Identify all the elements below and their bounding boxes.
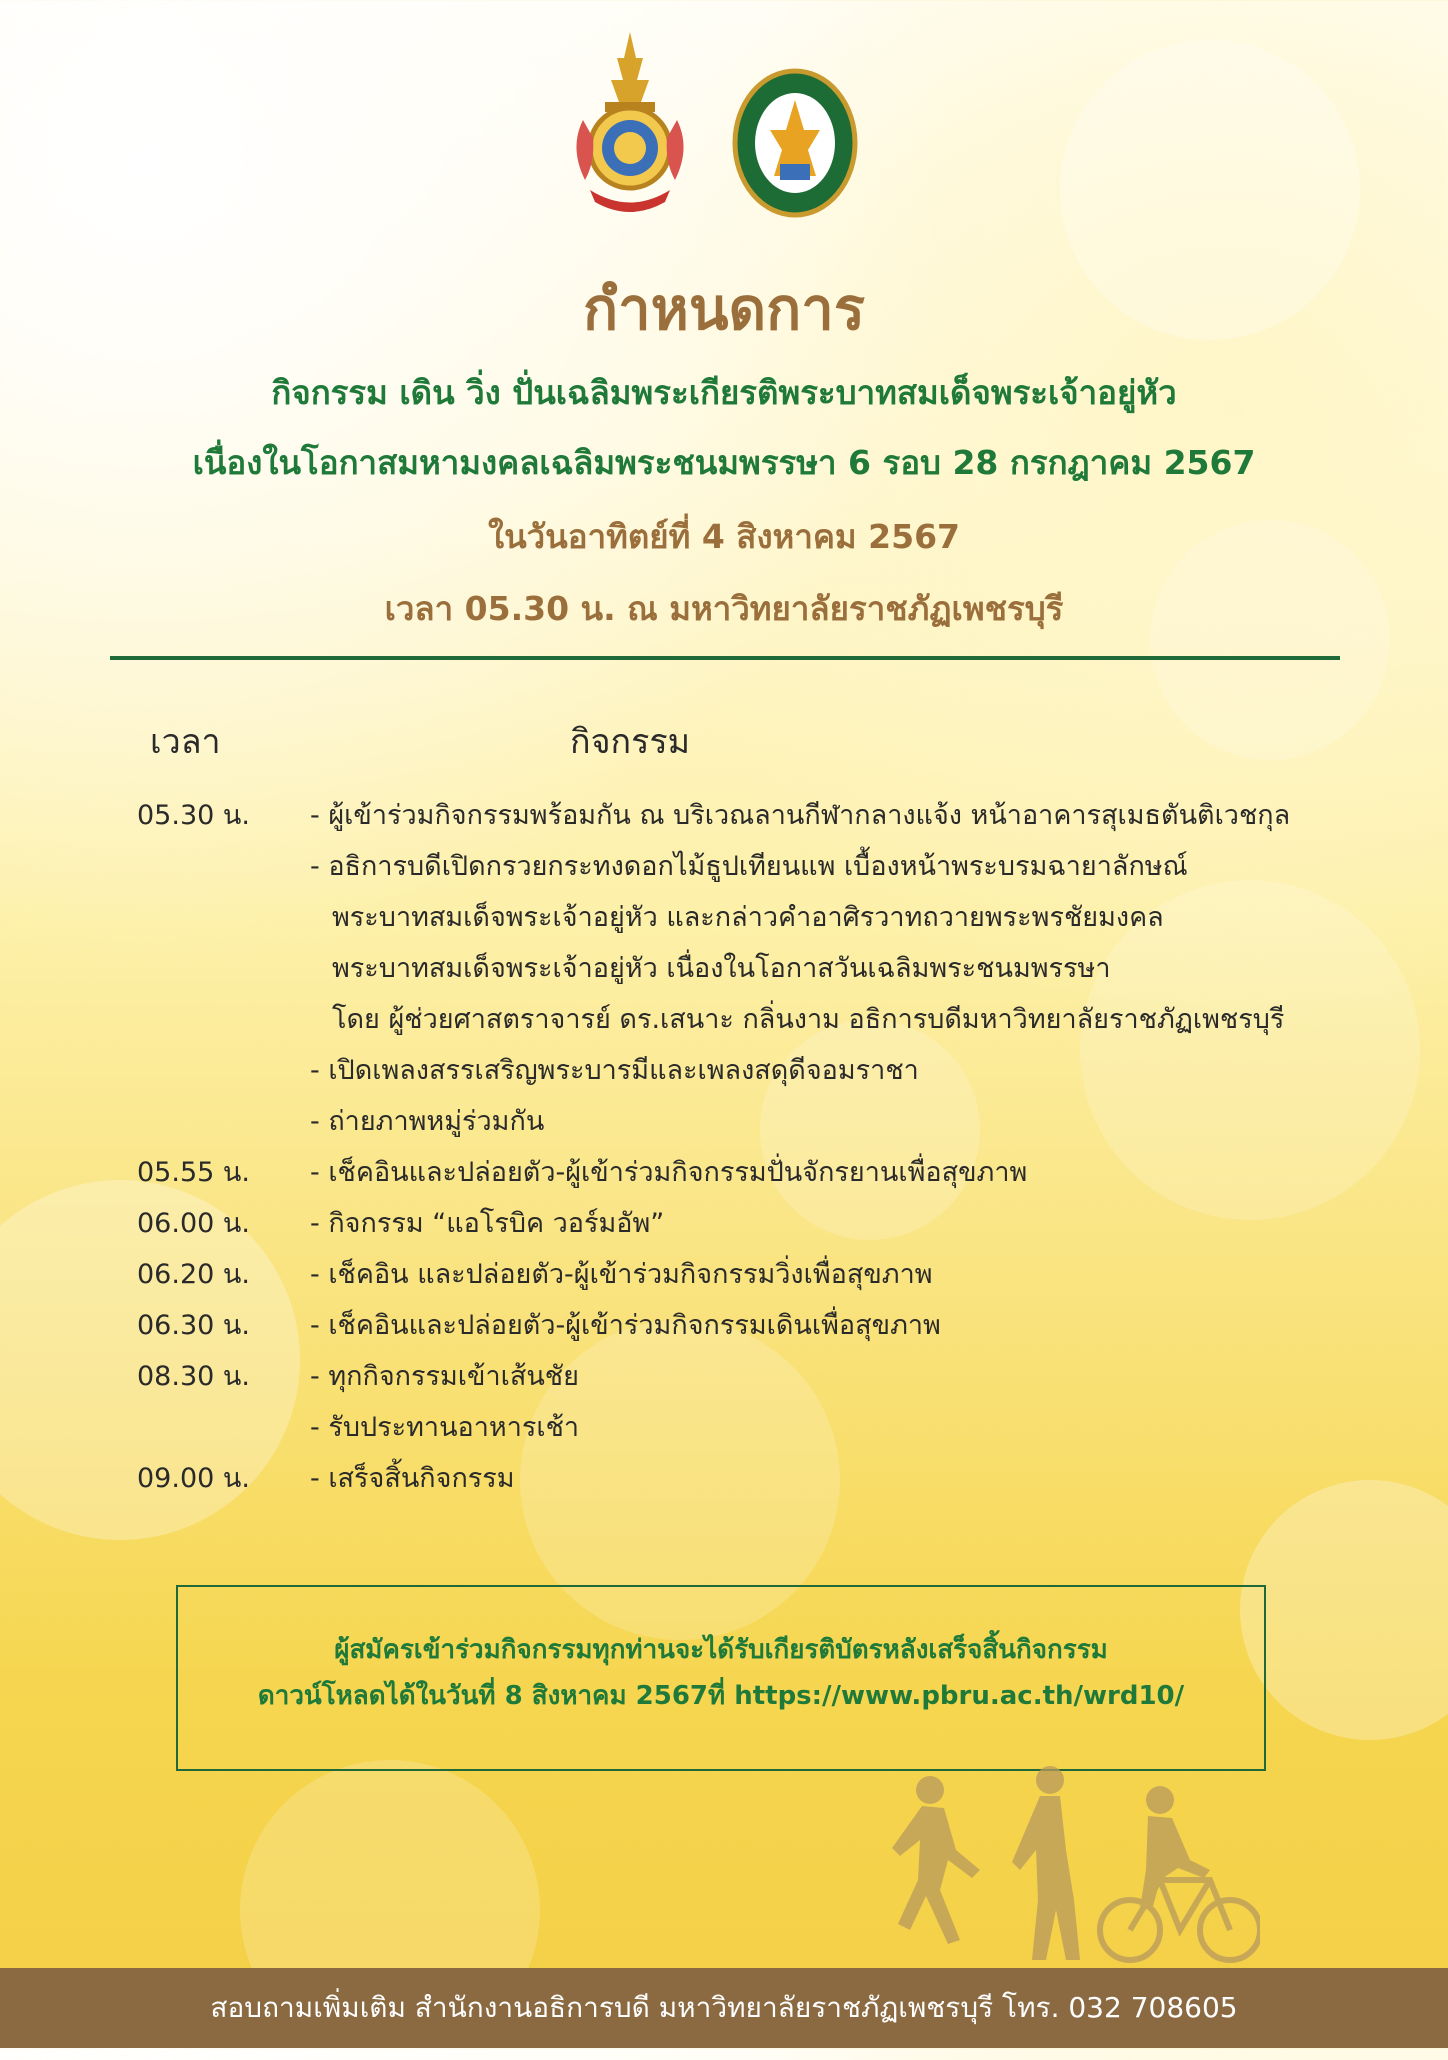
schedule-time [137,892,310,943]
schedule-activity: โดย ผู้ช่วยศาสตราจารย์ ดร.เสนาะ กลิ่นงาม อธิการบดีมหาวิทยาลัยราชภัฏเพชรบุรี [332,1004,1285,1035]
walk-run-bike-silhouettes [860,1760,1260,1970]
university-seal-logo [730,68,860,218]
schedule-activity: พระบาทสมเด็จพระเจ้าอยู่หัว และกล่าวคำอาศิรวาทถวายพระพรชัยมงคล [332,902,1164,933]
bokeh-circle [1240,1480,1448,1740]
schedule-row [137,1402,1377,1453]
schedule-activity: - เช็คอินและปล่อยตัว-ผู้เข้าร่วมกิจกรรมปั่นจักรยานเพื่อสุขภาพ [310,1157,1028,1188]
schedule-time: 06.20 น. [137,1259,250,1290]
time-column-header: เวลา [150,722,221,762]
schedule-row [137,841,1377,892]
event-time-place: เวลา 05.30 น. ณ มหาวิทยาลัยราชภัฏเพชรบุรี [384,589,1064,628]
event-date: ในวันอาทิตย์ที่ 4 สิงหาคม 2567 [487,517,961,556]
schedule-activity: - ทุกกิจกรรมเข้าเส้นชัย [310,1361,579,1392]
schedule-row [137,1249,1377,1300]
event-subtitle-line2: เนื่องในโอกาสมหามงคลเฉลิมพระชนมพรรษา 6 รอบ 28 กรกฎาคม 2567 [192,443,1256,482]
schedule-row [137,1198,1377,1249]
schedule-activity: พระบาทสมเด็จพระเจ้าอยู่หัว เนื่องในโอกาสวันเฉลิมพระชนมพรรษา [332,953,1111,984]
schedule-activity: - เช็คอิน และปล่อยตัว-ผู้เข้าร่วมกิจกรรมวิ่งเพื่อสุขภาพ [310,1259,933,1290]
schedule-row [137,1351,1377,1402]
schedule-activity: - รับประทานอาหารเช้า [310,1412,580,1443]
schedule-row [137,1147,1377,1198]
activity-column-header: กิจกรรม [570,722,691,762]
schedule-row [137,1096,1377,1147]
schedule-time [137,1402,310,1453]
schedule-row [137,892,1377,943]
schedule-row [137,790,1377,841]
certificate-notice-box [176,1585,1266,1771]
schedule-activity: - เปิดเพลงสรรเสริญพระบารมีและเพลงสดุดีจอมราชา [310,1055,919,1086]
schedule-time: 09.00 น. [137,1463,250,1494]
schedule-row [137,994,1377,1045]
logo-area [0,30,1448,230]
notice-line1: ผู้สมัครเข้าร่วมกิจกรรมทุกท่านจะได้รับเกียรติบัตรหลังเสร็จสิ้นกิจกรรม [334,1635,1108,1665]
event-subtitle-line1: กิจกรรม เดิน วิ่ง ปั่นเฉลิมพระเกียรติพระบาทสมเด็จพระเจ้าอยู่หัว [271,373,1177,412]
schedule-time: 05.55 น. [137,1157,250,1188]
page-title: กำหนดการ [582,275,866,343]
schedule-time [137,1096,310,1147]
schedule-time [137,1045,310,1096]
schedule-time [137,943,310,994]
schedule-time [137,841,310,892]
schedule-activity: - ผู้เข้าร่วมกิจกรรมพร้อมกัน ณ บริเวณลานกีฬากลางแจ้ง หน้าอาคารสุเมธตันติเวชกุล [310,800,1291,831]
footer-contact-text: สอบถามเพิ่มเติม สำนักงานอธิการบดี มหาวิทยาลัยราชภัฏเพชรบุรี โทร. 032 708605 [210,1991,1238,2024]
schedule-time: 06.00 น. [137,1208,250,1239]
schedule-row [137,1045,1377,1096]
contact-footer [0,1968,1448,2048]
schedule-activity: - เสร็จสิ้นกิจกรรม [310,1463,515,1494]
notice-line2: ดาวน์โหลดได้ในวันที่ 8 สิงหาคม 2567ที่ https://www.pbru.ac.th/wrd10/ [257,1681,1185,1711]
schedule-activity: - กิจกรรม “แอโรบิค วอร์มอัพ” [310,1208,665,1239]
royal-emblem-logo [565,30,695,220]
schedule-activity: - เช็คอินและปล่อยตัว-ผู้เข้าร่วมกิจกรรมเดินเพื่อสุขภาพ [310,1310,941,1341]
schedule-time: 06.30 น. [137,1310,250,1341]
schedule-time: 08.30 น. [137,1361,250,1392]
schedule-row [137,1300,1377,1351]
schedule-activity: - อธิการบดีเปิดกรวยกระทงดอกไม้ธูปเทียนแพ เบื้องหน้าพระบรมฉายาลักษณ์ [310,851,1188,882]
schedule-time [137,994,310,1045]
schedule-row [137,943,1377,994]
schedule-list [137,790,1377,1504]
header-divider [110,656,1340,660]
schedule-activity: - ถ่ายภาพหมู่ร่วมกัน [310,1106,545,1137]
schedule-row [137,1453,1377,1504]
schedule-time: 05.30 น. [137,800,250,831]
